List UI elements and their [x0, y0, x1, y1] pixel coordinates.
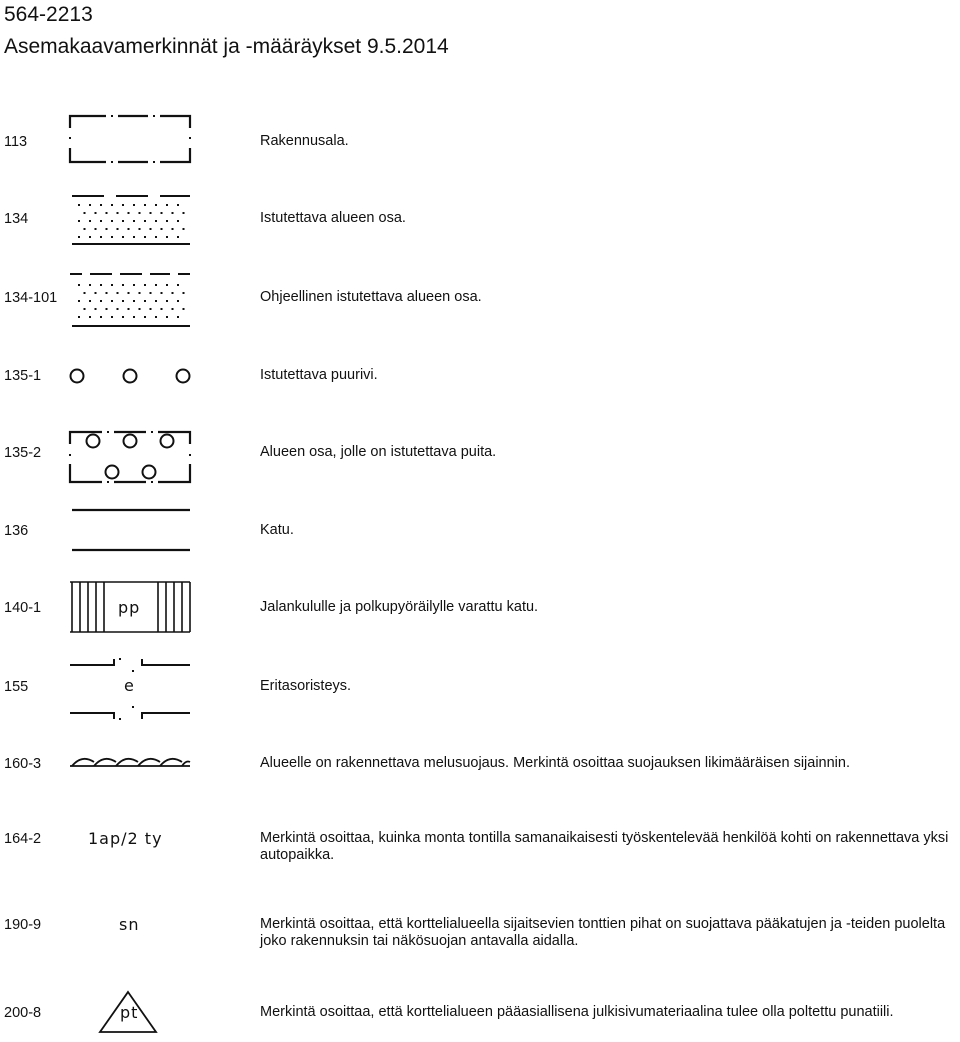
pattern-dot [172, 212, 174, 214]
pattern-dot [172, 292, 174, 294]
pattern-dot [133, 316, 135, 318]
pattern-dot [155, 316, 157, 318]
pattern-dot [177, 284, 179, 286]
indicative-planting-area-symbol [66, 266, 196, 330]
pattern-dot [95, 308, 97, 310]
pattern-dot [177, 204, 179, 206]
tree-row-symbol [66, 364, 196, 388]
pattern-dot [111, 236, 113, 238]
pattern-dot [122, 300, 124, 302]
pattern-dot [100, 284, 102, 286]
pattern-dot [111, 300, 113, 302]
pattern-dot [144, 316, 146, 318]
pattern-dot [128, 228, 130, 230]
pattern-dot [78, 236, 80, 238]
pattern-dot [89, 316, 91, 318]
pattern-dot [177, 300, 179, 302]
pattern-dot [89, 300, 91, 302]
entry-description: Merkintä osoittaa, että korttelialueen pääasiallisena julkisivumateriaalina tulee olla poltettu punatiili. [260, 1004, 894, 1020]
pattern-dot [172, 228, 174, 230]
pattern-dot [84, 308, 86, 310]
pattern-dot [117, 308, 119, 310]
pattern-dot [106, 228, 108, 230]
pattern-dot [95, 212, 97, 214]
pattern-dot [166, 204, 168, 206]
entry-description: Alueen osa, jolle on istutettava puita. [260, 444, 497, 460]
pattern-dot [133, 204, 135, 206]
pattern-dot [150, 228, 152, 230]
pattern-dot [144, 300, 146, 302]
pattern-dot [155, 220, 157, 222]
pattern-dot [78, 284, 80, 286]
pattern-dot [122, 316, 124, 318]
entry-description: Eritasoristeys. [260, 678, 352, 694]
pattern-dot [78, 316, 80, 318]
pattern-dot [166, 220, 168, 222]
street-symbol [66, 504, 196, 556]
pattern-dot [161, 228, 163, 230]
symbol-label: pp [118, 598, 141, 617]
pattern-dot [150, 292, 152, 294]
document-title: Asemakaavamerkinnät ja -määräykset 9.5.2014 [4, 35, 449, 58]
pattern-dot [139, 212, 141, 214]
pattern-dot [161, 308, 163, 310]
entry-code: 134-101 [4, 290, 58, 306]
entry-code: 135-1 [4, 368, 42, 384]
document-number: 564-2213 [4, 3, 93, 26]
symbol-label: 1ap/2 ty [88, 829, 163, 848]
pattern-dot [133, 284, 135, 286]
pattern-dot [100, 236, 102, 238]
pattern-dot [133, 220, 135, 222]
pattern-dot [117, 292, 119, 294]
pattern-dot [111, 204, 113, 206]
pattern-dot [144, 284, 146, 286]
pattern-dot [78, 204, 80, 206]
pattern-dot [139, 292, 141, 294]
entry-description: Istutettava alueen osa. [260, 210, 406, 226]
pattern-dot [128, 292, 130, 294]
entry-description: Rakennusala. [260, 133, 349, 149]
pattern-dot [161, 292, 163, 294]
pattern-dot [117, 212, 119, 214]
pattern-dot [78, 300, 80, 302]
pattern-dot [183, 212, 185, 214]
pattern-dot [139, 308, 141, 310]
noise-barrier-symbol [66, 748, 196, 778]
pattern-dot [128, 212, 130, 214]
pattern-dot [166, 284, 168, 286]
entry-description: Jalankululle ja polkupyöräilylle varattu katu. [260, 599, 539, 615]
pattern-dot [100, 204, 102, 206]
pattern-dot [144, 220, 146, 222]
entry-code: 134 [4, 211, 29, 227]
pattern-dot [84, 292, 86, 294]
pattern-dot [155, 204, 157, 206]
planting-area-symbol [66, 188, 196, 250]
symbol-label: pt [120, 1003, 139, 1022]
pattern-dot [183, 308, 185, 310]
symbol-label: sn [119, 915, 140, 934]
pattern-dot [150, 308, 152, 310]
pattern-dot [150, 212, 152, 214]
pattern-dot [78, 220, 80, 222]
entry-code: 164-2 [4, 831, 42, 847]
pattern-dot [177, 316, 179, 318]
pattern-dot [122, 220, 124, 222]
pattern-dot [111, 284, 113, 286]
entry-description: Merkintä osoittaa, että korttelialueella sijaitsevien tonttien pihat on suojattava pääkatujen ja -teiden puolelta joko rakennuksin tai näkösuojan antavalla aidalla. [260, 916, 946, 949]
pattern-dot [95, 228, 97, 230]
entry-description: Ohjeellinen istutettava alueen osa. [260, 289, 482, 305]
pattern-dot [155, 300, 157, 302]
building-area-symbol [66, 110, 196, 170]
pattern-dot [155, 236, 157, 238]
entry-code: 136 [4, 523, 29, 539]
pattern-dot [166, 300, 168, 302]
entry-code: 140-1 [4, 600, 42, 616]
pattern-dot [89, 220, 91, 222]
pattern-dot [155, 284, 157, 286]
pattern-dot [144, 204, 146, 206]
entry-description: Katu. [260, 522, 294, 538]
pattern-dot [106, 212, 108, 214]
entry-code: 190-9 [4, 917, 42, 933]
symbol-label: e [124, 676, 135, 695]
entry-code: 135-2 [4, 445, 42, 461]
pattern-dot [122, 236, 124, 238]
entry-code: 155 [4, 679, 29, 695]
pattern-dot [100, 316, 102, 318]
pattern-dot [166, 236, 168, 238]
pattern-dot [84, 228, 86, 230]
entry-code: 113 [4, 134, 28, 150]
pattern-dot [161, 212, 163, 214]
pattern-dot [166, 316, 168, 318]
pattern-dot [122, 204, 124, 206]
pattern-dot [117, 228, 119, 230]
pattern-dot [122, 284, 124, 286]
tree-planting-area-symbol [66, 424, 196, 486]
pattern-dot [133, 300, 135, 302]
pattern-dot [144, 236, 146, 238]
pattern-dot [177, 220, 179, 222]
pattern-dot [89, 236, 91, 238]
entry-description: Merkintä osoittaa, kuinka monta tontilla samanaikaisesti työskentelevää henkilöä kohti on rakennettava yksi autopaikka. [260, 830, 949, 863]
entry-description: Alueelle on rakennettava melusuojaus. Merkintä osoittaa suojauksen likimääräisen sijainnin. [260, 755, 850, 771]
pattern-dot [139, 228, 141, 230]
pattern-dot [106, 292, 108, 294]
pattern-dot [100, 300, 102, 302]
pattern-dot [89, 284, 91, 286]
pattern-dot [128, 308, 130, 310]
pattern-dot [84, 212, 86, 214]
pattern-dot [183, 292, 185, 294]
entry-code: 160-3 [4, 756, 42, 772]
pattern-dot [111, 316, 113, 318]
pattern-dot [106, 308, 108, 310]
pattern-dot [172, 308, 174, 310]
pattern-dot [183, 228, 185, 230]
pattern-dot [177, 236, 179, 238]
pattern-dot [133, 236, 135, 238]
pattern-dot [100, 220, 102, 222]
entry-description: Istutettava puurivi. [260, 367, 378, 383]
entry-code: 200-8 [4, 1005, 42, 1021]
pattern-dot [111, 220, 113, 222]
pattern-dot [89, 204, 91, 206]
pattern-dot [95, 292, 97, 294]
